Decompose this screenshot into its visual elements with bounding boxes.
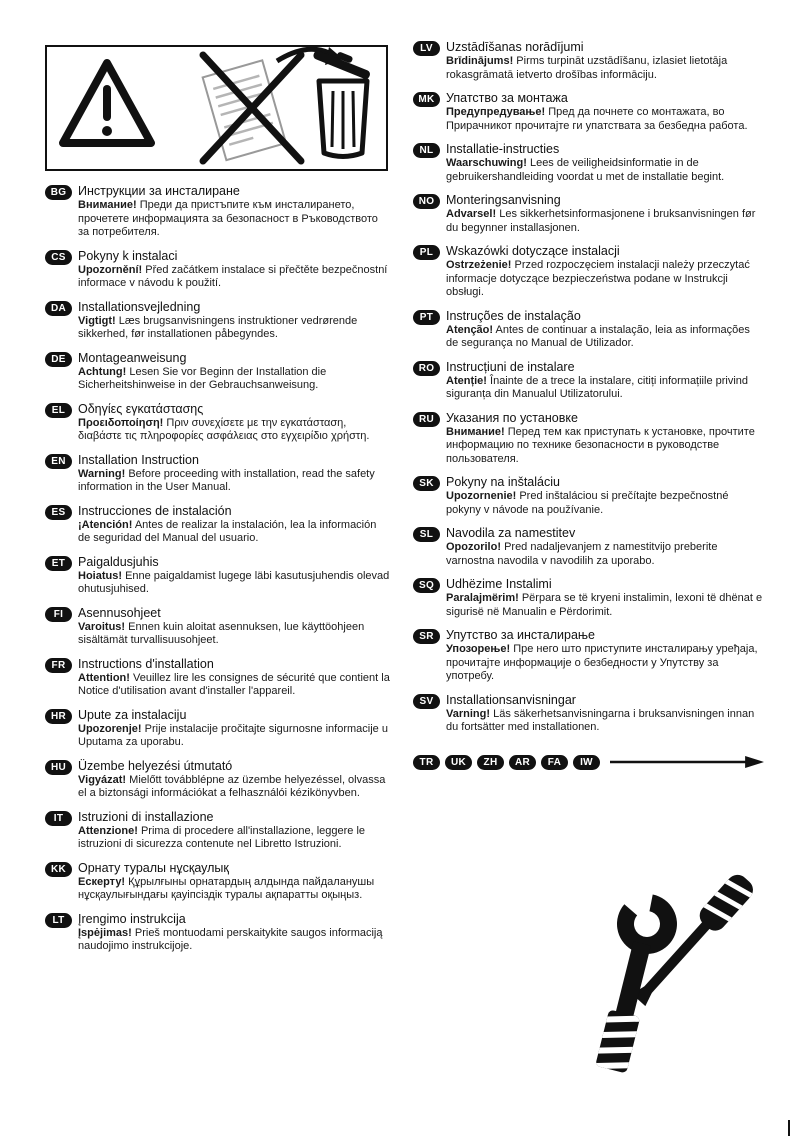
entry-title: Üzembe helyezési útmutató [78, 758, 233, 773]
language-badge: SK [413, 476, 440, 491]
wrench-icon [572, 877, 696, 1081]
language-entry [413, 475, 765, 517]
entry-text: Prije instalacije pročitajte sigurnosne informacije u Uputama za uporabu. [78, 722, 388, 748]
entry-alert-word: Ескерту! [78, 875, 126, 888]
entry-alert-word: Warning! [78, 467, 126, 480]
entry-content [446, 40, 765, 82]
wrench-screwdriver-icon [552, 872, 767, 1082]
language-entry [413, 411, 765, 467]
entry-text: Antes de realizar la instalación, lea la información de seguridad del Manual del usuario. [78, 518, 377, 544]
entry-body [78, 468, 390, 495]
language-badge: EN [45, 454, 72, 469]
language-entry [45, 184, 390, 240]
entry-content [78, 402, 390, 444]
entry-text: Pred inštaláciou si prečítajte bezpečnostné pokyny v návode na používanie. [446, 490, 729, 516]
entry-title: Указания по установке [446, 410, 578, 425]
entry-content [446, 91, 765, 133]
entry-text: Преди да пристъпите към инсталирането, прочетете информацията за безопасност в Ръководството за потребителя. [78, 199, 378, 238]
entry-content [78, 708, 390, 750]
language-badge: CS [45, 250, 72, 265]
language-badge: TR [413, 755, 440, 770]
language-entry [413, 360, 765, 402]
entry-alert-word: Upozornění! [78, 263, 143, 276]
language-badge: DA [45, 301, 72, 316]
entry-text: Antes de continuar a instalação, leia as informações de segurança no Manual de Utilizador. [446, 323, 750, 349]
language-entry [413, 142, 765, 184]
entry-alert-word: Vigyázat! [78, 773, 127, 786]
language-badge: ZH [477, 755, 504, 770]
entry-body [446, 490, 765, 517]
language-badge: HU [45, 760, 72, 775]
entry-content [78, 810, 390, 852]
entry-content [78, 351, 390, 393]
entry-text: Læs brugsanvisningens instruktioner vedrørende sikkerhed, før installationen påbegyndes. [78, 314, 358, 340]
entry-body [446, 643, 765, 684]
entry-title: Installatie-instructies [446, 142, 560, 156]
language-entry [45, 810, 390, 852]
entry-text: Πριν συνεχίσετε με την εγκατάσταση, διαβάστε τις πληροφορίες ασφάλειας στο εγχειρίδιο χρήστη. [78, 416, 370, 442]
entry-title: Asennusohjeet [78, 605, 161, 620]
language-badge: SV [413, 694, 440, 709]
entry-body [78, 315, 390, 342]
language-entry [45, 759, 390, 801]
entry-alert-word: Attention! [78, 671, 130, 684]
entry-body [446, 157, 765, 184]
entry-text: Before proceeding with installation, read the safety information in the User Manual. [78, 467, 375, 493]
entry-alert-word: Attenzione! [78, 824, 138, 837]
language-badge: FI [45, 607, 72, 622]
entry-content [78, 759, 390, 801]
language-badge: RO [413, 361, 440, 376]
language-badge: NO [413, 194, 440, 209]
entry-content [78, 504, 390, 546]
entry-alert-word: Upozornenie! [446, 490, 517, 502]
trim-mark [788, 1120, 790, 1136]
entry-body [78, 723, 390, 750]
entry-title: Uzstādīšanas norādījumi [446, 40, 584, 54]
language-entry [45, 606, 390, 648]
entry-body [78, 825, 390, 852]
language-badge: PL [413, 245, 440, 260]
entry-text: Enne paigaldamist lugege läbi kasutusjuhendis olevad ohutusjuhised. [78, 569, 390, 595]
entry-title: Instruções de instalação [446, 308, 581, 323]
entry-title: Istruzioni di installazione [78, 809, 214, 824]
entry-title: Installation Instruction [78, 452, 199, 467]
language-badge: DE [45, 352, 72, 367]
entry-body [78, 927, 390, 954]
language-entry-list-right [413, 40, 765, 735]
entry-body [446, 259, 765, 300]
language-badge: RU [413, 412, 440, 427]
language-badge: MK [413, 92, 440, 107]
entry-title: Upute za instalaciju [78, 707, 187, 722]
entry-alert-word: Предупредување! [446, 106, 546, 118]
language-entry [45, 453, 390, 495]
language-badge: HR [45, 709, 72, 724]
entry-body [446, 592, 765, 619]
entry-alert-word: Advarsel! [446, 208, 497, 220]
language-badge: LT [45, 913, 72, 928]
language-entry [45, 402, 390, 444]
entry-title: Instructions d'installation [78, 656, 214, 671]
entry-content [446, 577, 765, 619]
entry-body [78, 621, 390, 648]
entry-body [446, 106, 765, 133]
entry-content [446, 628, 765, 684]
language-entry [413, 244, 765, 300]
entry-content [78, 606, 390, 648]
entry-text: Pred nadaljevanjem z namestitvijo preberite varnostna navodila v navodilih za uporabo. [446, 541, 718, 567]
entry-text: Les sikkerhetsinformasjonene i bruksanvisningen før du begynner installasjonen. [446, 208, 756, 234]
language-entry [45, 504, 390, 546]
entry-title: Упутство за инсталирање [446, 628, 595, 642]
entry-content [78, 453, 390, 495]
entry-content [78, 861, 390, 903]
warning-triangle-icon [63, 63, 151, 143]
entry-body [78, 774, 390, 801]
entry-body [446, 324, 765, 351]
entry-alert-word: Varoitus! [78, 620, 126, 633]
language-entry [413, 91, 765, 133]
language-entry [413, 628, 765, 684]
entry-alert-word: Varning! [446, 707, 491, 720]
entry-title: Navodila za namestitev [446, 526, 576, 540]
entry-alert-word: Προειδοποίηση! [78, 416, 164, 429]
entry-body [78, 876, 390, 903]
language-badge: SL [413, 527, 440, 542]
entry-content [78, 912, 390, 954]
language-badge: SR [413, 629, 440, 644]
entry-alert-word: Внимание! [446, 425, 505, 438]
entry-alert-word: Внимание! [78, 199, 137, 211]
entry-body [78, 199, 390, 240]
entry-body [446, 426, 765, 467]
entry-title: Udhëzime Instalimi [446, 577, 552, 591]
language-entry [413, 526, 765, 568]
entry-content [446, 244, 765, 300]
entry-title: Instrucțiuni de instalare [446, 359, 575, 374]
entry-body [78, 366, 390, 393]
language-badge: BG [45, 185, 72, 200]
entry-title: Οδηγίες εγκατάστασης [78, 401, 204, 416]
entry-content [78, 249, 390, 291]
left-column [45, 45, 390, 963]
language-entry [413, 309, 765, 351]
entry-text: Veuillez lire les consignes de sécurité que contient la Notice d'utilisation avant d'installer l'appareil. [78, 671, 390, 697]
language-badge: AR [509, 755, 536, 770]
entry-title: Paigaldusjuhis [78, 554, 159, 569]
more-languages-row [413, 755, 765, 770]
entry-text: Prieš montuodami perskaitykite saugos informaciją naudojimo instrukcijoje. [78, 926, 383, 952]
entry-content [78, 184, 390, 240]
entry-title: Pokyny na inštaláciu [446, 475, 560, 489]
right-column [413, 40, 765, 770]
entry-title: Инструкции за инсталиране [78, 184, 240, 198]
entry-body [446, 55, 765, 82]
language-badge: EL [45, 403, 72, 418]
entry-title: Įrengimo instrukcija [78, 911, 186, 926]
entry-alert-word: Упозорење! [446, 643, 511, 655]
entry-alert-word: Brīdinājums! [446, 55, 514, 67]
language-badge: KK [45, 862, 72, 877]
language-badge: IT [45, 811, 72, 826]
language-badge: ES [45, 505, 72, 520]
entry-alert-word: Opozorilo! [446, 541, 501, 553]
entry-title: Monteringsanvisning [446, 193, 561, 207]
continue-arrow-icon [610, 755, 765, 769]
entry-text: Prima di procedere all'installazione, leggere le istruzioni di sicurezza contenute nel Libretto Istruzioni. [78, 824, 366, 850]
entry-text: Перед тем как приступать к установке, прочтите информацию по технике безопасности в руководстве пользователя. [446, 425, 755, 465]
entry-content [446, 193, 765, 235]
entry-content [446, 475, 765, 517]
entry-text: Lees de veiligheidsinformatie in de gebruikershandleiding voordat u met de installatie begint. [446, 157, 725, 183]
entry-title: Montageanweisung [78, 350, 187, 365]
entry-body [446, 541, 765, 568]
language-badge: FR [45, 658, 72, 673]
entry-alert-word: Atenție! [446, 374, 487, 387]
entry-body [78, 417, 390, 444]
illustration-svg [47, 47, 386, 169]
entry-content [446, 360, 765, 402]
language-entry [413, 40, 765, 82]
entry-text: Пре него што приступите инсталирању уређаја, прочитајте информације о безбедности у Упутству за употребу. [446, 643, 758, 682]
discard-manual-illustration [45, 45, 388, 171]
entry-text: Pirms turpināt uzstādīšanu, izlasiet lietotāja rokasgrāmatā ietverto drošības informāciju. [446, 55, 728, 81]
entry-alert-word: Vigtigt! [78, 314, 116, 327]
language-entry [45, 657, 390, 699]
entry-body [78, 570, 390, 597]
language-badge: NL [413, 143, 440, 158]
language-badge: FA [541, 755, 568, 770]
entry-body [78, 672, 390, 699]
entry-title: Орнату туралы нұсқаулық [78, 860, 229, 875]
entry-text: Пред да почнете со монтажата, во Прирачникот прочитајте ги упатствата за безбедна работа. [446, 106, 748, 132]
entry-text: Përpara se të kryeni instalimin, lexoni të dhënat e sigurisë në Manualin e Përdorimit. [446, 592, 763, 618]
language-entry-list-left [45, 184, 390, 954]
language-entry [45, 249, 390, 291]
entry-title: Упатство за монтажа [446, 91, 568, 105]
language-entry [413, 193, 765, 235]
entry-body [78, 519, 390, 546]
entry-title: Wskazówki dotyczące instalacji [446, 244, 620, 258]
entry-text: Mielőtt továbblépne az üzembe helyezéssel, olvassa el a biztonsági információkat a felhasználói kézikönyvben. [78, 773, 386, 799]
entry-body [446, 375, 765, 402]
entry-text: Läs säkerhetsanvisningarna i bruksanvisningen innan du fortsätter med installationen. [446, 707, 755, 733]
entry-title: Pokyny k instalaci [78, 248, 178, 263]
language-badge: PT [413, 310, 440, 325]
entry-alert-word: Paralajmërim! [446, 592, 519, 604]
entry-alert-word: Achtung! [78, 365, 127, 378]
entry-alert-word: Įspėjimas! [78, 926, 132, 939]
entry-text: Құрылғыны орнатардың алдында пайдаланушы нұсқаулығындағы қауіпсіздік туралы ақпаратты оқыңыз. [78, 875, 375, 901]
entry-text: Przed rozpoczęciem instalacji należy przeczytać informacje dotyczące bezpieczeństwa podane w Instrukcji obsługi. [446, 259, 750, 298]
language-badge: IW [573, 755, 600, 770]
entry-body [446, 708, 765, 735]
language-entry [45, 555, 390, 597]
entry-alert-word: Hoiatus! [78, 569, 122, 582]
more-language-badges [413, 755, 600, 770]
language-entry [413, 693, 765, 735]
language-entry [45, 708, 390, 750]
language-entry [45, 861, 390, 903]
entry-body [78, 264, 390, 291]
language-badge: SQ [413, 578, 440, 593]
entry-alert-word: Atenção! [446, 323, 494, 336]
entry-title: Installationsvejledning [78, 299, 201, 314]
language-entry [413, 577, 765, 619]
entry-alert-word: ¡Atención! [78, 518, 133, 531]
entry-text: Înainte de a trece la instalare, citiți informațiile privind siguranța din Manualul Utilizatorului. [446, 374, 749, 400]
entry-content [446, 142, 765, 184]
entry-content [446, 693, 765, 735]
language-badge: LV [413, 41, 440, 56]
entry-title: Installationsanvisningar [446, 692, 576, 707]
language-entry [45, 351, 390, 393]
entry-content [78, 657, 390, 699]
entry-content [446, 411, 765, 467]
entry-text: Lesen Sie vor Beginn der Installation die Sicherheitshinweise in der Gebrauchsanweisung. [78, 365, 327, 391]
entry-alert-word: Waarschuwing! [446, 157, 527, 169]
entry-content [78, 555, 390, 597]
language-entry [45, 300, 390, 342]
entry-content [446, 309, 765, 351]
entry-content [78, 300, 390, 342]
manual-in-trash-icon [203, 47, 374, 161]
entry-body [446, 208, 765, 235]
entry-alert-word: Upozorenje! [78, 722, 142, 735]
entry-alert-word: Ostrzeżenie! [446, 259, 512, 271]
entry-title: Instrucciones de instalación [78, 503, 232, 518]
entry-text: Ennen kuin aloitat asennuksen, lue käyttöohjeen sisältämät turvallisuusohjeet. [78, 620, 365, 646]
entry-text: Před začátkem instalace si přečtěte bezpečnostní informace v návodu k použití. [78, 263, 388, 289]
language-badge: UK [445, 755, 472, 770]
language-entry [45, 912, 390, 954]
language-badge: ET [45, 556, 72, 571]
entry-content [446, 526, 765, 568]
